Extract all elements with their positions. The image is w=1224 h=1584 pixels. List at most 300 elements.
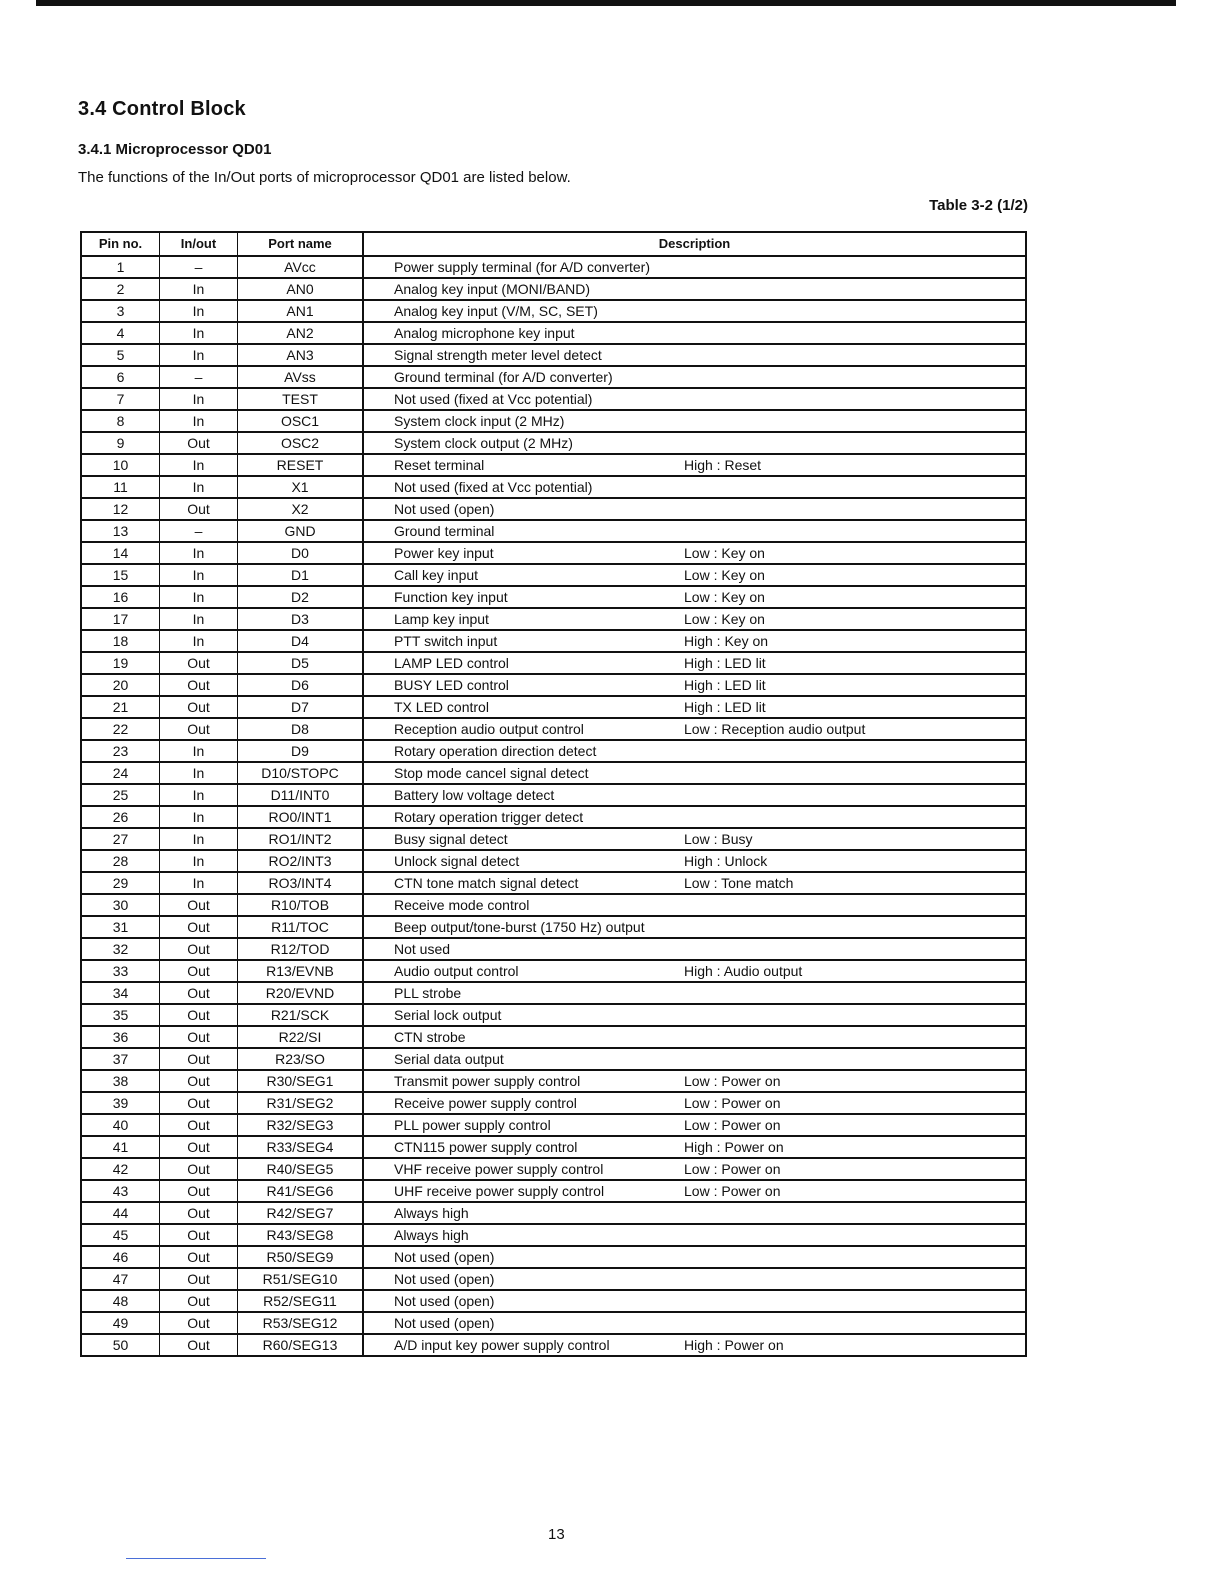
- cell-port-name: TEST: [238, 388, 364, 410]
- cell-port-name: D4: [238, 630, 364, 652]
- cell-in-out: In: [160, 784, 238, 806]
- description-text: Unlock signal detect: [394, 853, 520, 869]
- cell-description: [363, 564, 1026, 586]
- cell-pin-no: 13: [81, 520, 160, 542]
- cell-description: [363, 894, 1026, 916]
- header-port-name: Port name: [238, 232, 364, 256]
- cell-port-name: D5: [238, 652, 364, 674]
- cell-description: [363, 1136, 1026, 1158]
- table-row: [81, 696, 1026, 718]
- cell-in-out: In: [160, 454, 238, 476]
- header-pin-no: Pin no.: [81, 232, 160, 256]
- table-row: [81, 806, 1026, 828]
- cell-description: [363, 476, 1026, 498]
- cell-in-out: –: [160, 520, 238, 542]
- description-text: Reset terminal: [394, 457, 485, 473]
- description-text: CTN tone match signal detect: [394, 875, 579, 891]
- cell-pin-no: 49: [81, 1312, 160, 1334]
- cell-port-name: R30/SEG1: [238, 1070, 364, 1092]
- cell-in-out: In: [160, 476, 238, 498]
- description-note: Low : Tone match: [684, 875, 794, 891]
- description-text: Ground terminal (for A/D converter): [394, 369, 613, 385]
- cell-port-name: R41/SEG6: [238, 1180, 364, 1202]
- table-row: [81, 366, 1026, 388]
- pin-function-table: [80, 231, 1027, 1357]
- header-in-out: In/out: [160, 232, 238, 256]
- cell-in-out: Out: [160, 982, 238, 1004]
- table-row: [81, 586, 1026, 608]
- cell-in-out: In: [160, 564, 238, 586]
- cell-description: [363, 1268, 1026, 1290]
- cell-pin-no: 12: [81, 498, 160, 520]
- table-caption: Table 3-2 (1/2): [929, 197, 1028, 214]
- cell-pin-no: 5: [81, 344, 160, 366]
- cell-pin-no: 25: [81, 784, 160, 806]
- table-row: [81, 938, 1026, 960]
- cell-port-name: R40/SEG5: [238, 1158, 364, 1180]
- description-text: Reception audio output control: [394, 721, 584, 737]
- description-note: Low : Busy: [684, 831, 753, 847]
- cell-pin-no: 24: [81, 762, 160, 784]
- cell-port-name: R12/TOD: [238, 938, 364, 960]
- table-row: [81, 454, 1026, 476]
- description-text: System clock input (2 MHz): [394, 413, 565, 429]
- cell-port-name: X1: [238, 476, 364, 498]
- cell-in-out: Out: [160, 1334, 238, 1356]
- cell-pin-no: 34: [81, 982, 160, 1004]
- description-text: Not used (open): [394, 1293, 495, 1309]
- cell-pin-no: 19: [81, 652, 160, 674]
- cell-description: [363, 1114, 1026, 1136]
- cell-description: [363, 828, 1026, 850]
- cell-port-name: R42/SEG7: [238, 1202, 364, 1224]
- cell-description: [363, 454, 1026, 476]
- description-text: Stop mode cancel signal detect: [394, 765, 589, 781]
- cell-port-name: R22/SI: [238, 1026, 364, 1048]
- description-text: Analog microphone key input: [394, 325, 575, 341]
- cell-pin-no: 15: [81, 564, 160, 586]
- cell-port-name: D6: [238, 674, 364, 696]
- cell-in-out: Out: [160, 894, 238, 916]
- cell-pin-no: 14: [81, 542, 160, 564]
- cell-pin-no: 42: [81, 1158, 160, 1180]
- table-row: [81, 322, 1026, 344]
- table-row: [81, 520, 1026, 542]
- section-heading: 3.4 Control Block: [78, 98, 246, 120]
- cell-description: [363, 784, 1026, 806]
- description-note: Low : Power on: [684, 1117, 781, 1133]
- cell-description: [363, 1312, 1026, 1334]
- description-note: High : Audio output: [684, 963, 803, 979]
- table-row: [81, 498, 1026, 520]
- cell-port-name: D0: [238, 542, 364, 564]
- cell-in-out: Out: [160, 1290, 238, 1312]
- table-row: [81, 564, 1026, 586]
- cell-port-name: D8: [238, 718, 364, 740]
- description-note: High : Power on: [684, 1139, 784, 1155]
- cell-in-out: Out: [160, 1180, 238, 1202]
- cell-in-out: In: [160, 278, 238, 300]
- table-row: [81, 1092, 1026, 1114]
- table-row: [81, 608, 1026, 630]
- cell-port-name: R33/SEG4: [238, 1136, 364, 1158]
- table-row: [81, 630, 1026, 652]
- cell-port-name: R10/TOB: [238, 894, 364, 916]
- cell-description: [363, 960, 1026, 982]
- cell-pin-no: 7: [81, 388, 160, 410]
- cell-in-out: In: [160, 806, 238, 828]
- cell-in-out: In: [160, 322, 238, 344]
- description-note: High : Key on: [684, 633, 769, 649]
- table-row: [81, 1268, 1026, 1290]
- cell-in-out: Out: [160, 432, 238, 454]
- cell-port-name: R11/TOC: [238, 916, 364, 938]
- cell-in-out: In: [160, 388, 238, 410]
- table-row: [81, 872, 1026, 894]
- description-text: TX LED control: [394, 699, 489, 715]
- page-number: 13: [548, 1526, 565, 1543]
- description-text: CTN115 power supply control: [394, 1139, 578, 1155]
- cell-port-name: RO3/INT4: [238, 872, 364, 894]
- cell-in-out: In: [160, 762, 238, 784]
- table-row: [81, 1004, 1026, 1026]
- table-row: [81, 982, 1026, 1004]
- cell-in-out: In: [160, 542, 238, 564]
- cell-description: [363, 1290, 1026, 1312]
- cell-in-out: Out: [160, 1070, 238, 1092]
- description-text: Rotary operation trigger detect: [394, 809, 584, 825]
- cell-pin-no: 41: [81, 1136, 160, 1158]
- cell-pin-no: 29: [81, 872, 160, 894]
- cell-port-name: RO2/INT3: [238, 850, 364, 872]
- table-row: [81, 388, 1026, 410]
- cell-in-out: Out: [160, 1312, 238, 1334]
- description-text: Not used (fixed at Vcc potential): [394, 391, 593, 407]
- cell-port-name: AN3: [238, 344, 364, 366]
- cell-pin-no: 21: [81, 696, 160, 718]
- cell-port-name: AVcc: [238, 256, 364, 278]
- cell-pin-no: 28: [81, 850, 160, 872]
- cell-pin-no: 8: [81, 410, 160, 432]
- description-text: Audio output control: [394, 963, 519, 979]
- cell-description: [363, 1092, 1026, 1114]
- description-text: PTT switch input: [394, 633, 498, 649]
- description-text: Not used: [394, 941, 451, 957]
- description-note: High : LED lit: [684, 699, 766, 715]
- cell-port-name: R43/SEG8: [238, 1224, 364, 1246]
- cell-description: [363, 586, 1026, 608]
- table-row: [81, 1312, 1026, 1334]
- cell-description: [363, 498, 1026, 520]
- description-text: Analog key input (V/M, SC, SET): [394, 303, 598, 319]
- cell-port-name: R13/EVNB: [238, 960, 364, 982]
- table-row: [81, 476, 1026, 498]
- table-row: [81, 850, 1026, 872]
- cell-in-out: In: [160, 740, 238, 762]
- cell-description: [363, 542, 1026, 564]
- description-text: Ground terminal: [394, 523, 495, 539]
- cell-in-out: Out: [160, 1026, 238, 1048]
- cell-pin-no: 16: [81, 586, 160, 608]
- table-row: [81, 828, 1026, 850]
- description-text: A/D input key power supply control: [394, 1337, 610, 1353]
- cell-port-name: RO1/INT2: [238, 828, 364, 850]
- description-text: CTN strobe: [394, 1029, 466, 1045]
- cell-description: [363, 366, 1026, 388]
- table-row: [81, 1026, 1026, 1048]
- description-text: LAMP LED control: [394, 655, 509, 671]
- cell-pin-no: 35: [81, 1004, 160, 1026]
- description-note: Low : Power on: [684, 1161, 781, 1177]
- description-text: PLL power supply control: [394, 1117, 551, 1133]
- description-note: Low : Key on: [684, 545, 765, 561]
- cell-pin-no: 43: [81, 1180, 160, 1202]
- cell-pin-no: 46: [81, 1246, 160, 1268]
- cell-port-name: R52/SEG11: [238, 1290, 364, 1312]
- cell-port-name: R60/SEG13: [238, 1334, 364, 1356]
- cell-pin-no: 23: [81, 740, 160, 762]
- description-text: Receive power supply control: [394, 1095, 577, 1111]
- cell-description: [363, 762, 1026, 784]
- cell-port-name: AN0: [238, 278, 364, 300]
- description-note: High : LED lit: [684, 655, 766, 671]
- description-text: VHF receive power supply control: [394, 1161, 604, 1177]
- table-row: [81, 762, 1026, 784]
- description-text: Beep output/tone-burst (1750 Hz) output: [394, 919, 645, 935]
- table-row: [81, 652, 1026, 674]
- description-note: Low : Key on: [684, 589, 765, 605]
- description-note: High : Unlock: [684, 853, 768, 869]
- cell-description: [363, 256, 1026, 278]
- cell-pin-no: 48: [81, 1290, 160, 1312]
- table-row: [81, 1114, 1026, 1136]
- description-text: Battery low voltage detect: [394, 787, 555, 803]
- table-row: [81, 916, 1026, 938]
- description-text: Power key input: [394, 545, 494, 561]
- cell-pin-no: 45: [81, 1224, 160, 1246]
- cell-port-name: AVss: [238, 366, 364, 388]
- description-text: PLL strobe: [394, 985, 462, 1001]
- cell-pin-no: 9: [81, 432, 160, 454]
- cell-port-name: D9: [238, 740, 364, 762]
- cell-pin-no: 10: [81, 454, 160, 476]
- top-border-rule: [36, 0, 1176, 6]
- cell-pin-no: 2: [81, 278, 160, 300]
- cell-port-name: R32/SEG3: [238, 1114, 364, 1136]
- table-row: [81, 894, 1026, 916]
- description-text: Not used (open): [394, 1315, 495, 1331]
- cell-in-out: In: [160, 410, 238, 432]
- table-row: [81, 674, 1026, 696]
- cell-in-out: Out: [160, 1004, 238, 1026]
- description-note: High : Reset: [684, 457, 762, 473]
- description-text: Analog key input (MONI/BAND): [394, 281, 591, 297]
- description-note: Low : Reception audio output: [684, 721, 866, 737]
- table-row: [81, 1290, 1026, 1312]
- cell-in-out: In: [160, 828, 238, 850]
- description-text: Not used (open): [394, 1271, 495, 1287]
- table-row: [81, 1246, 1026, 1268]
- cell-description: [363, 410, 1026, 432]
- cell-in-out: In: [160, 850, 238, 872]
- description-text: Not used (open): [394, 1249, 495, 1265]
- cell-pin-no: 17: [81, 608, 160, 630]
- cell-port-name: AN1: [238, 300, 364, 322]
- cell-in-out: In: [160, 586, 238, 608]
- cell-in-out: Out: [160, 652, 238, 674]
- table-row: [81, 1334, 1026, 1356]
- cell-in-out: Out: [160, 1268, 238, 1290]
- cell-description: [363, 806, 1026, 828]
- cell-in-out: –: [160, 256, 238, 278]
- cell-in-out: Out: [160, 696, 238, 718]
- cell-port-name: R51/SEG10: [238, 1268, 364, 1290]
- cell-port-name: D7: [238, 696, 364, 718]
- cell-pin-no: 32: [81, 938, 160, 960]
- cell-in-out: Out: [160, 1246, 238, 1268]
- description-text: Not used (open): [394, 501, 495, 517]
- cell-description: [363, 322, 1026, 344]
- table-row: [81, 1158, 1026, 1180]
- cell-description: [363, 278, 1026, 300]
- cell-port-name: GND: [238, 520, 364, 542]
- table-row: [81, 1136, 1026, 1158]
- table-row: [81, 432, 1026, 454]
- cell-in-out: In: [160, 344, 238, 366]
- cell-pin-no: 33: [81, 960, 160, 982]
- cell-description: [363, 1004, 1026, 1026]
- cell-in-out: In: [160, 630, 238, 652]
- table-row: [81, 278, 1026, 300]
- cell-description: [363, 1202, 1026, 1224]
- cell-in-out: Out: [160, 1092, 238, 1114]
- cell-port-name: RO0/INT1: [238, 806, 364, 828]
- table-row: [81, 256, 1026, 278]
- table-row: [81, 300, 1026, 322]
- description-text: UHF receive power supply control: [394, 1183, 605, 1199]
- table-body: [81, 256, 1026, 1356]
- cell-in-out: Out: [160, 1048, 238, 1070]
- cell-port-name: R20/EVND: [238, 982, 364, 1004]
- cell-in-out: In: [160, 872, 238, 894]
- cell-port-name: X2: [238, 498, 364, 520]
- table-row: [81, 718, 1026, 740]
- cell-description: [363, 1180, 1026, 1202]
- cell-in-out: Out: [160, 960, 238, 982]
- cell-description: [363, 872, 1026, 894]
- cell-port-name: AN2: [238, 322, 364, 344]
- description-note: Low : Key on: [684, 567, 765, 583]
- table-header-row: [81, 232, 1026, 256]
- table-row: [81, 344, 1026, 366]
- cell-description: [363, 300, 1026, 322]
- footer-rule: [126, 1558, 266, 1559]
- description-note: Low : Power on: [684, 1095, 781, 1111]
- cell-description: [363, 520, 1026, 542]
- cell-in-out: Out: [160, 1136, 238, 1158]
- cell-description: [363, 696, 1026, 718]
- table-row: [81, 1048, 1026, 1070]
- cell-pin-no: 4: [81, 322, 160, 344]
- cell-description: [363, 344, 1026, 366]
- cell-in-out: Out: [160, 1202, 238, 1224]
- cell-description: [363, 652, 1026, 674]
- cell-description: [363, 388, 1026, 410]
- cell-description: [363, 1224, 1026, 1246]
- cell-port-name: OSC2: [238, 432, 364, 454]
- cell-description: [363, 1158, 1026, 1180]
- cell-pin-no: 1: [81, 256, 160, 278]
- cell-pin-no: 22: [81, 718, 160, 740]
- cell-pin-no: 20: [81, 674, 160, 696]
- cell-description: [363, 982, 1026, 1004]
- description-text: BUSY LED control: [394, 677, 509, 693]
- cell-port-name: R31/SEG2: [238, 1092, 364, 1114]
- description-note: High : LED lit: [684, 677, 766, 693]
- table-row: [81, 542, 1026, 564]
- cell-in-out: Out: [160, 498, 238, 520]
- cell-in-out: Out: [160, 938, 238, 960]
- cell-port-name: D1: [238, 564, 364, 586]
- cell-pin-no: 47: [81, 1268, 160, 1290]
- cell-description: [363, 1070, 1026, 1092]
- cell-description: [363, 718, 1026, 740]
- cell-pin-no: 3: [81, 300, 160, 322]
- description-text: System clock output (2 MHz): [394, 435, 573, 451]
- cell-port-name: R23/SO: [238, 1048, 364, 1070]
- cell-port-name: D3: [238, 608, 364, 630]
- cell-pin-no: 11: [81, 476, 160, 498]
- subsection-heading: 3.4.1 Microprocessor QD01: [78, 141, 272, 158]
- cell-in-out: Out: [160, 1224, 238, 1246]
- description-text: Serial data output: [394, 1051, 504, 1067]
- description-text: Call key input: [394, 567, 479, 583]
- cell-description: [363, 1048, 1026, 1070]
- cell-port-name: R53/SEG12: [238, 1312, 364, 1334]
- cell-in-out: Out: [160, 1158, 238, 1180]
- cell-pin-no: 36: [81, 1026, 160, 1048]
- description-note: High : Power on: [684, 1337, 784, 1353]
- cell-in-out: In: [160, 300, 238, 322]
- cell-pin-no: 39: [81, 1092, 160, 1114]
- cell-description: [363, 916, 1026, 938]
- description-text: Always high: [394, 1205, 469, 1221]
- cell-description: [363, 630, 1026, 652]
- cell-description: [363, 850, 1026, 872]
- cell-port-name: D11/INT0: [238, 784, 364, 806]
- cell-port-name: OSC1: [238, 410, 364, 432]
- cell-in-out: Out: [160, 674, 238, 696]
- description-note: Low : Power on: [684, 1073, 781, 1089]
- cell-port-name: D2: [238, 586, 364, 608]
- description-text: Transmit power supply control: [394, 1073, 581, 1089]
- table-row: [81, 410, 1026, 432]
- description-text: Busy signal detect: [394, 831, 508, 847]
- table-row: [81, 740, 1026, 762]
- description-text: Serial lock output: [394, 1007, 502, 1023]
- description-text: Rotary operation direction detect: [394, 743, 597, 759]
- cell-pin-no: 50: [81, 1334, 160, 1356]
- description-note: Low : Key on: [684, 611, 765, 627]
- description-text: Receive mode control: [394, 897, 530, 913]
- cell-in-out: –: [160, 366, 238, 388]
- cell-port-name: D10/STOPC: [238, 762, 364, 784]
- cell-pin-no: 18: [81, 630, 160, 652]
- table-row: [81, 1202, 1026, 1224]
- cell-port-name: R21/SCK: [238, 1004, 364, 1026]
- cell-pin-no: 38: [81, 1070, 160, 1092]
- description-text: Lamp key input: [394, 611, 489, 627]
